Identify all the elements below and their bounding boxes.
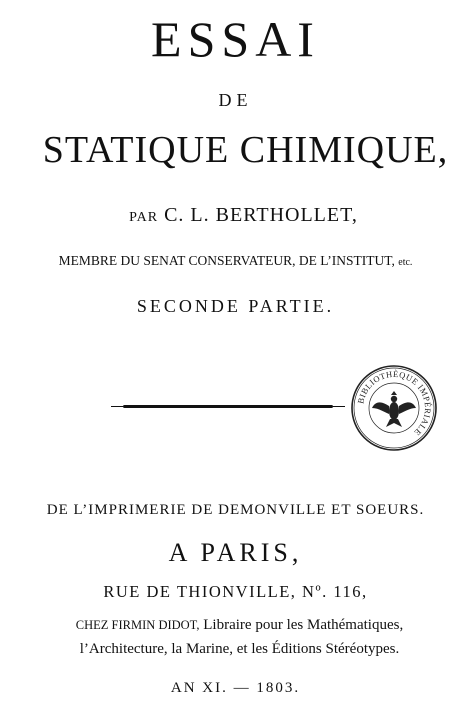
library-stamp (350, 364, 438, 452)
publication-date: AN XI. — 1803. (170, 680, 301, 696)
title-connector: DE (218, 90, 253, 110)
author-prefix: PAR (129, 210, 159, 225)
bookseller-line (4, 617, 471, 634)
printer-line: DE L’IMPRIMERIE DE DEMONVILLE ET SOEURS. (46, 502, 425, 518)
author-name: C. L. BERTHOLLET, (164, 204, 358, 226)
book-subject: STATIQUE CHIMIQUE, (42, 129, 449, 171)
membership-text: MEMBRE DU SENAT CONSERVATEUR, DE L’INSTITUT, (58, 253, 395, 268)
city-line: A PARIS, (168, 538, 303, 567)
author-membership (0, 253, 471, 269)
part-label: SECONDE PARTIE. (136, 296, 335, 316)
author-line (8, 204, 471, 227)
bookseller-prefix: CHEZ FIRMIN DIDOT, (75, 618, 200, 632)
bookseller-line-2: l’Architecture, la Marine, et les Éditions Stéréotypes. (79, 641, 400, 657)
street-line: RUE DE THIONVILLE, Nº. 116, (103, 582, 368, 601)
book-title: ESSAI (151, 11, 320, 67)
ornamental-rule (123, 405, 333, 408)
stamp-text: BIBLIOTHÈQUE IMPÉRIALE (355, 368, 434, 438)
eagle-emblem (372, 391, 416, 427)
bookseller-text: Libraire pour les Mathématiques, (203, 617, 404, 633)
membership-etc: etc. (398, 257, 413, 268)
